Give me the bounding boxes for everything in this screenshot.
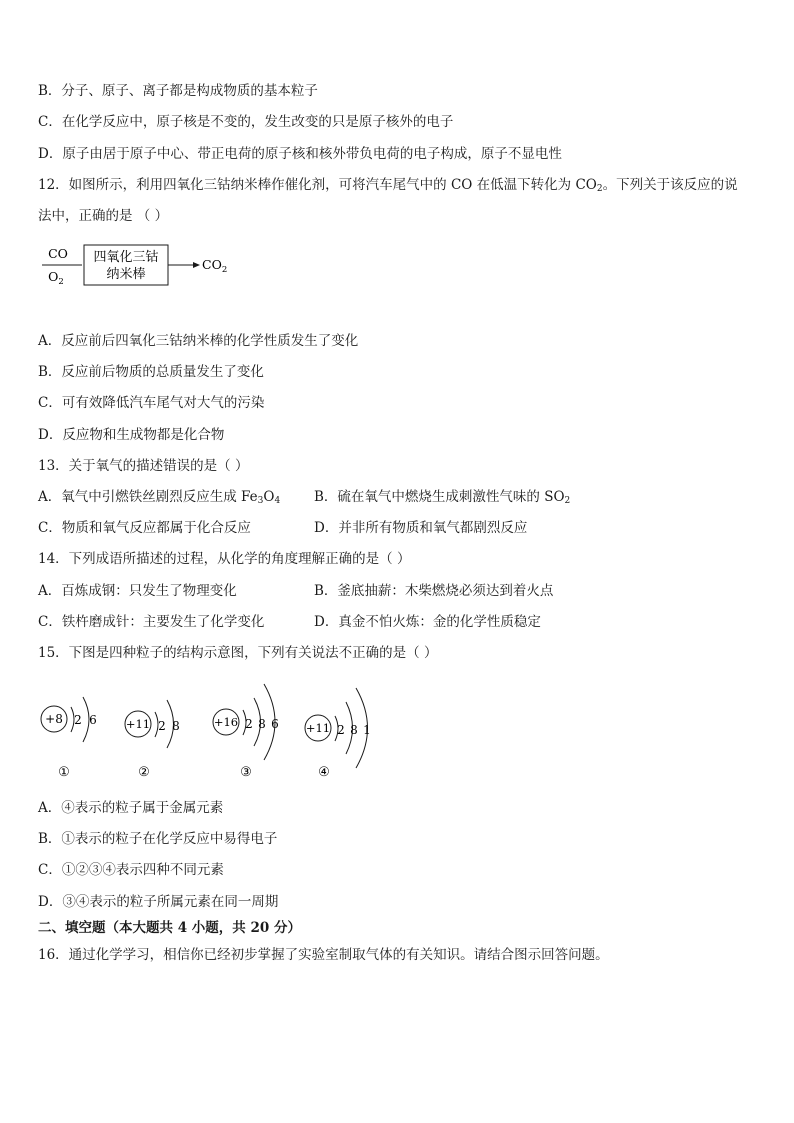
q16-stem: 16．通过化学学习，相信你已经初步掌握了实验室制取气体的有关知识。请结合图示回答问题。 xyxy=(38,947,609,963)
shell-electrons: 2 xyxy=(337,723,345,737)
q14-option-b: B．釜底抽薪：木柴燃烧必须达到着火点 xyxy=(314,583,554,599)
shell-electrons: 1 xyxy=(363,723,371,737)
q12-stem-line2: 法中，正确的是 （ ） xyxy=(38,208,169,224)
nucleus-charge: +16 xyxy=(213,715,239,729)
catalyst-label-line2: 纳米棒 xyxy=(106,267,146,282)
q14-stem: 14．下列成语所描述的过程，从化学的角度理解正确的是（ ） xyxy=(38,551,411,567)
particle-2 xyxy=(125,700,180,780)
shell-electrons: 6 xyxy=(271,717,279,731)
q11-option-c: C．在化学反应中，原子核是不变的，发生改变的只是原子核外的电子 xyxy=(38,114,454,130)
q11-option-d: D．原子由居于原子中心、带正电荷的原子核和核外带负电荷的电子构成，原子不显电性 xyxy=(38,146,562,162)
q13-option-c: C．物质和氧气反应都属于化合反应 xyxy=(38,520,251,536)
q13-stem: 13．关于氧气的描述错误的是（ ） xyxy=(38,458,249,474)
q12-option-c: C．可有效降低汽车尾气对大气的污染 xyxy=(38,395,265,411)
electron-shell xyxy=(83,697,89,742)
reactant-o2: $O_2$ xyxy=(48,269,64,287)
q12-stem-line1 xyxy=(38,176,738,198)
shell-electrons: 8 xyxy=(350,723,358,737)
shell-electrons: 8 xyxy=(258,717,266,731)
shell-electrons: 2 xyxy=(74,713,82,727)
atom-structure-diagrams xyxy=(30,676,390,788)
nucleus-charge: +11 xyxy=(305,721,331,735)
shell-electrons: 2 xyxy=(158,719,166,733)
particle-label: ④ xyxy=(318,765,330,780)
q13-option-b: B．硫在氧气中燃烧生成刺激性气味的 $SO_2$ xyxy=(314,489,571,506)
q12-stem-text-end: 。下列关于该反应的说 xyxy=(602,177,738,193)
q12-stem-text: 12．如图所示，利用四氧化三钴纳米棒作催化剂，可将汽车尾气中的 CO 在低温下转化为 CO xyxy=(38,177,597,193)
shell-electrons: 8 xyxy=(172,719,180,733)
particle-4 xyxy=(305,688,371,780)
q13-option-a: A．氧气中引燃铁丝剧烈反应生成 $Fe_3O_4$ xyxy=(38,489,281,506)
q12-stem-subscript: 2 xyxy=(596,184,603,194)
q14-option-d: D．真金不怕火炼：金的化学性质稳定 xyxy=(314,614,541,630)
shell-electrons: 2 xyxy=(245,717,253,731)
q14-option-c: C．铁杵磨成针：主要发生了化学变化 xyxy=(38,614,265,630)
particle-3 xyxy=(213,684,279,780)
particle-label: ③ xyxy=(240,765,252,780)
q12-option-a: A．反应前后四氧化三钴纳米棒的化学性质发生了变化 xyxy=(38,333,359,349)
q15-option-d: D．③④表示的粒子所属元素在同一周期 xyxy=(38,894,279,910)
q15-option-b: B．①表示的粒子在化学反应中易得电子 xyxy=(38,831,278,847)
product-arrowhead xyxy=(193,262,200,268)
q15-option-a: A．④表示的粒子属于金属元素 xyxy=(38,800,224,816)
particle-label: ① xyxy=(58,765,70,780)
q12-option-d: D．反应物和生成物都是化合物 xyxy=(38,427,225,443)
q12-option-b: B．反应前后物质的总质量发生了变化 xyxy=(38,364,264,380)
q13-option-d: D．并非所有物质和氧气都剧烈反应 xyxy=(314,520,528,536)
reactant-co: CO xyxy=(48,246,68,261)
product-co2: $CO_2$ xyxy=(202,257,228,275)
nucleus-charge: +8 xyxy=(45,712,63,726)
q15-option-c: C．①②③④表示四种不同元素 xyxy=(38,862,224,878)
reaction-diagram xyxy=(38,240,238,288)
shell-electrons: 6 xyxy=(89,713,97,727)
particle-1 xyxy=(41,697,97,780)
nucleus-charge: +11 xyxy=(125,717,151,731)
particle-label: ② xyxy=(138,765,150,780)
section-heading: 二、填空题（本大题共 4 小题，共 20 分） xyxy=(38,920,301,936)
q11-option-b: B．分子、原子、离子都是构成物质的基本粒子 xyxy=(38,83,318,99)
catalyst-label-line1: 四氧化三钴 xyxy=(93,250,159,265)
q15-stem: 15．下图是四种粒子的结构示意图，下列有关说法不正确的是（ ） xyxy=(38,645,438,661)
q14-option-a: A．百炼成钢：只发生了物理变化 xyxy=(38,583,237,599)
